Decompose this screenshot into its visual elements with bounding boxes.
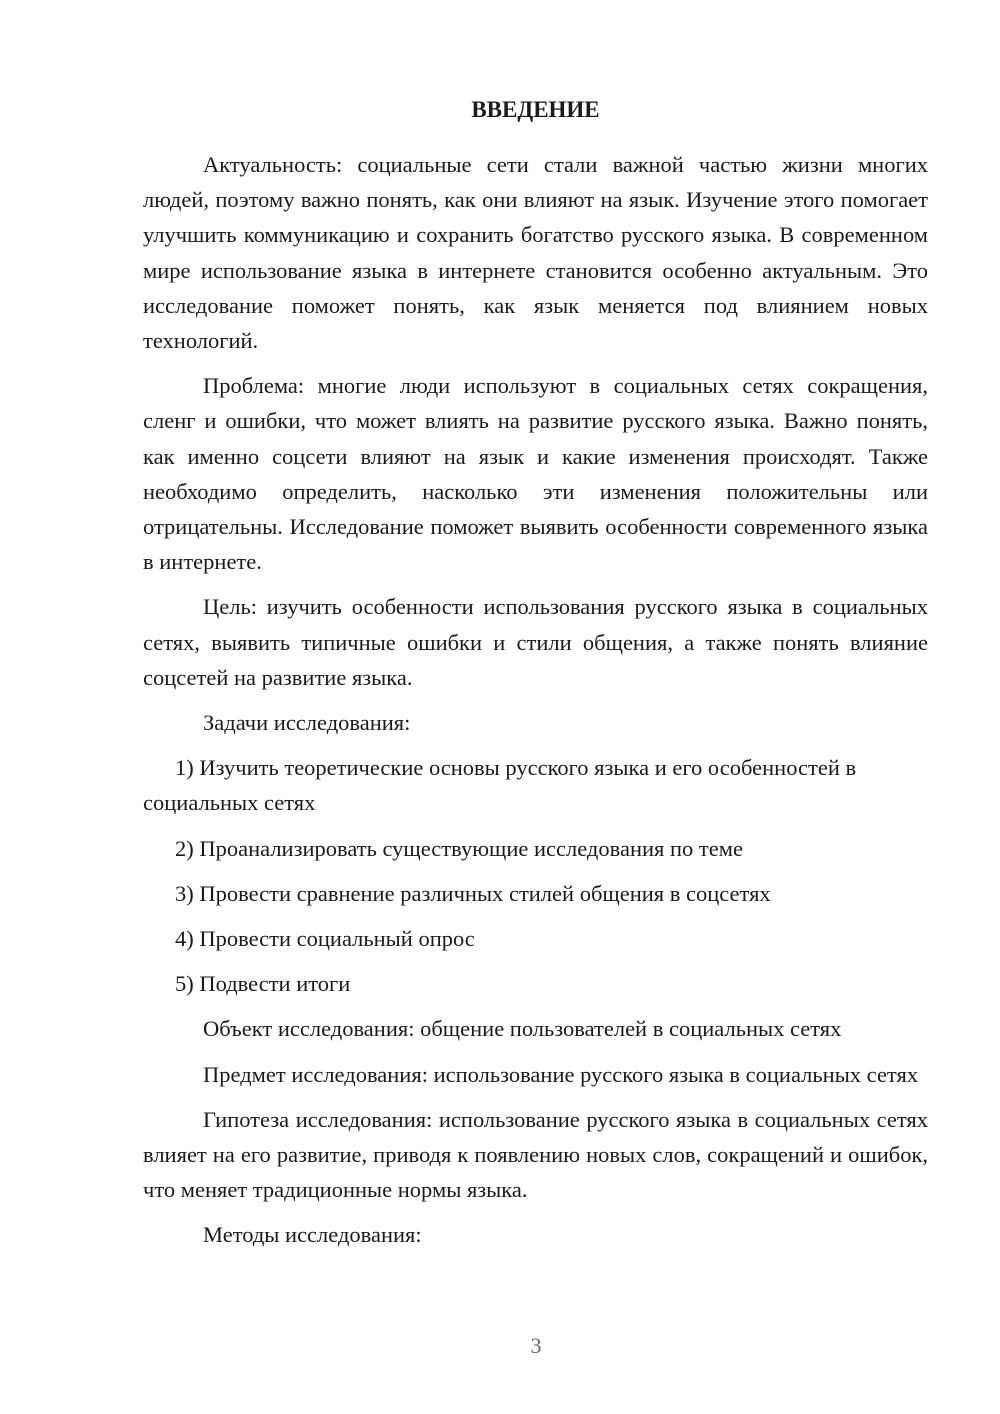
page-title: ВВЕДЕНИЕ bbox=[471, 97, 600, 122]
paragraph-hypothesis: Гипотеза исследования: использование русского языка в социальных сетях влияет на его развитие, приводя к появлению новых слов, сокращений и ошибок, что меняет традиционные нормы языка. bbox=[143, 1106, 928, 1203]
paragraph-methods: Методы исследования: bbox=[203, 1222, 422, 1248]
tasks-title: Задачи исследования: bbox=[203, 710, 411, 736]
paragraph-relevance: Актуальность: социальные сети стали важной частью жизни многих людей, поэтому важно понять, как они влияют на язык. Изучение этого помогает улучшить коммуникацию и сохранить богатство русского языка. В современном мире использование языка в интернете становится особенно актуальным. Это исследование поможет понять, как язык меняется под влиянием новых технологий. bbox=[143, 152, 928, 354]
tasks-list bbox=[143, 750, 928, 1001]
list-item: 3) Провести сравнение различных стилей общения в соцсетях bbox=[175, 880, 771, 906]
page-number: 3 bbox=[530, 1333, 542, 1358]
paragraph-goal: Цель: изучить особенности использования русского языка в социальных сетях, выявить типичные ошибки и стили общения, а также понять влияние соцсетей на развитие языка. bbox=[143, 594, 928, 690]
list-item: 1) Изучить теоретические основы русского языка и его особенностей в социальных сетях bbox=[143, 755, 857, 816]
paragraph-problem: Проблема: многие люди используют в социальных сетях сокращения, сленг и ошибки, что может влиять на развитие русского языка. Важно понять, как именно соцсети влияют на язык и какие изменения происходят. Также необходимо определить, насколько эти изменения положительны или отрицательны. Исследование поможет выявить особенности современного языка в интернете. bbox=[143, 373, 928, 575]
paragraph-object: Объект исследования: общение пользователей в социальных сетях bbox=[203, 1016, 842, 1042]
list-item: 4) Провести социальный опрос bbox=[175, 926, 475, 952]
document-page bbox=[143, 92, 928, 1263]
list-item: 2) Проанализировать существующие исследования по теме bbox=[175, 835, 743, 861]
paragraph-subject: Предмет исследования: использование русского языка в социальных сетях bbox=[203, 1061, 919, 1087]
list-item: 5) Подвести итоги bbox=[175, 971, 351, 997]
